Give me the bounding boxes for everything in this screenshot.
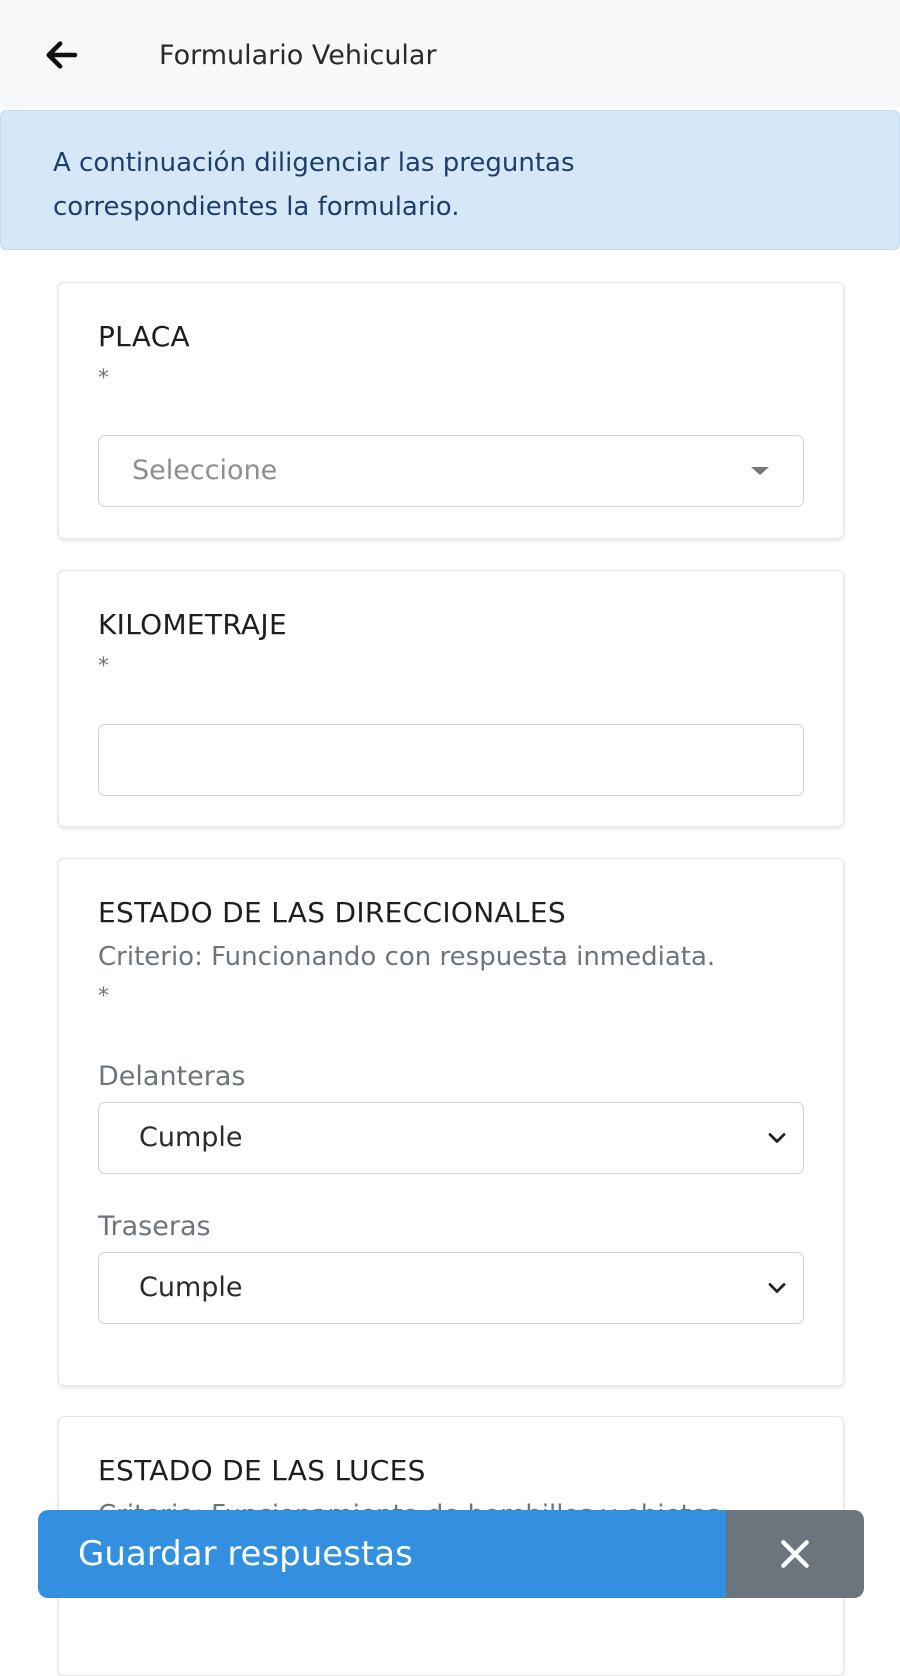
close-button[interactable] [726,1510,864,1598]
required-marker: * [98,654,109,679]
caret-down-icon [751,467,769,475]
traseras-value: Cumple [139,1272,243,1303]
delanteras-value: Cumple [139,1122,243,1153]
delanteras-select[interactable] [98,1102,804,1174]
required-marker: * [98,984,109,1009]
chevron-down-icon [763,1274,791,1302]
question-card-direccionales [58,858,844,1386]
question-card-kilometraje [58,570,844,827]
placa-select[interactable] [98,435,804,507]
question-criterion: Criterio: Funcionando con respuesta inmediata. [98,942,716,972]
alert-text-line-1: A continuación diligenciar las preguntas [53,148,575,178]
alert-text-line-2: correspondientes la formulario. [53,192,460,222]
question-title: PLACA [98,320,190,353]
action-bar [38,1510,864,1598]
page-title: Formulario Vehicular [159,40,437,71]
required-marker: * [98,366,109,391]
chevron-down-icon [763,1124,791,1152]
kilometraje-input[interactable] [98,724,804,796]
question-title: ESTADO DE LAS LUCES [98,1454,426,1487]
question-title: KILOMETRAJE [98,608,287,641]
question-card-placa [58,282,844,539]
app-header [0,0,900,108]
info-alert [0,110,900,250]
save-button-label: Guardar respuestas [78,1534,413,1574]
save-responses-button[interactable] [38,1510,726,1598]
field-label-delanteras: Delanteras [98,1061,246,1092]
select-placeholder: Seleccione [132,455,278,486]
arrow-left-icon [40,34,82,76]
question-title: ESTADO DE LAS DIRECCIONALES [98,896,566,929]
back-button[interactable] [36,30,86,80]
field-label-traseras: Traseras [98,1211,211,1242]
close-icon [775,1534,815,1574]
traseras-select[interactable] [98,1252,804,1324]
